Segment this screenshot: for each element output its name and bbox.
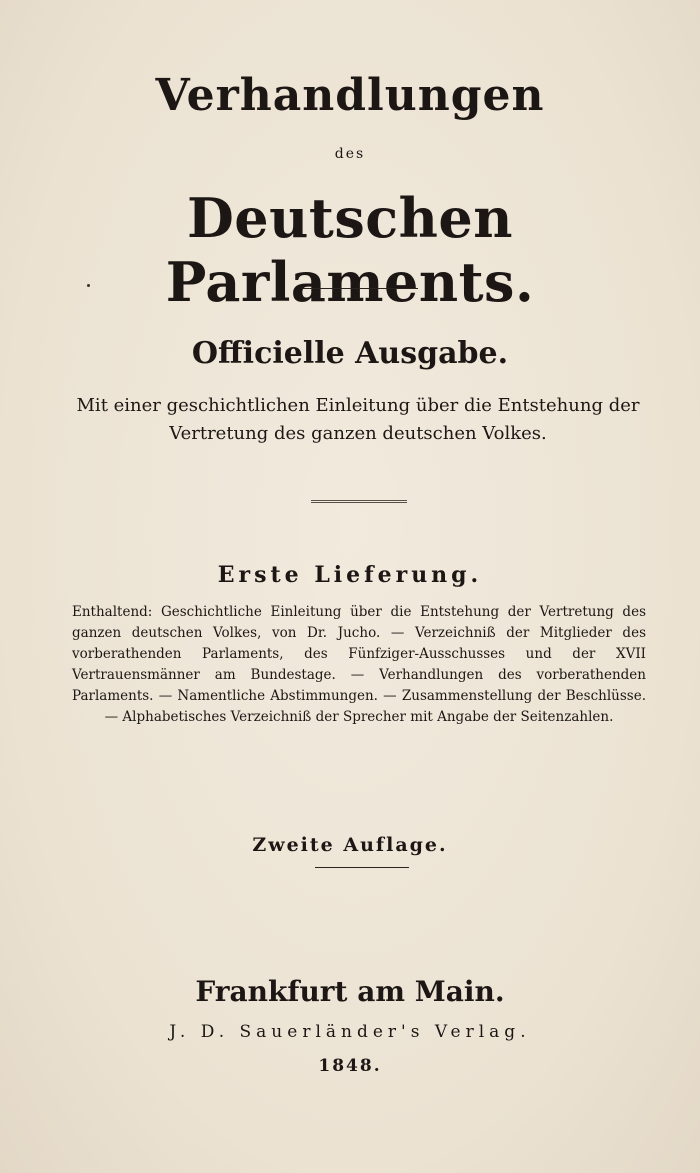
- contents-paragraph: Enthaltend: Geschichtliche Einleitung über die Entstehung der Vertretung des ganzen deutschen Volkes, von Dr. Jucho. — Verzeichniß der Mitglieder des vorberathenden Parlaments, des Fünfziger-Ausschusses und der XVII Vertrauensmänner am Bundestage. — Verhandlungen des vorberathenden Parlaments. — Namentliche Abstimmungen. — Zusammenstellung der Beschlüsse. — Alphabetisches Verzeichniß der Sprecher mit Angabe der Seitenzahlen.: [72, 604, 646, 725]
- divider-rule-bottom: [315, 867, 409, 868]
- subtitle-text: Mit einer geschichtlichen Einleitung über die Entstehung der Vertretung des ganzen deutschen Volkes.: [76, 395, 640, 444]
- paper-speck: [87, 284, 90, 287]
- print-run-heading: Zweite Auflage.: [252, 834, 448, 856]
- title-verhandlungen: Verhandlungen: [155, 70, 545, 121]
- publication-year: 1848.: [318, 1056, 382, 1076]
- place-of-publication: Frankfurt am Main.: [195, 975, 505, 1008]
- delivery-heading: Erste Lieferung.: [217, 562, 483, 588]
- edition-heading: Officielle Ausgabe.: [191, 336, 509, 371]
- divider-rule: [302, 288, 418, 289]
- title-des: des: [334, 146, 366, 162]
- publisher-name: J. D. Sauerländer's Verlag.: [169, 1022, 531, 1042]
- double-divider-rule: [311, 500, 407, 503]
- title-deutschen-parlaments: Deutschen Parlaments.: [165, 186, 535, 314]
